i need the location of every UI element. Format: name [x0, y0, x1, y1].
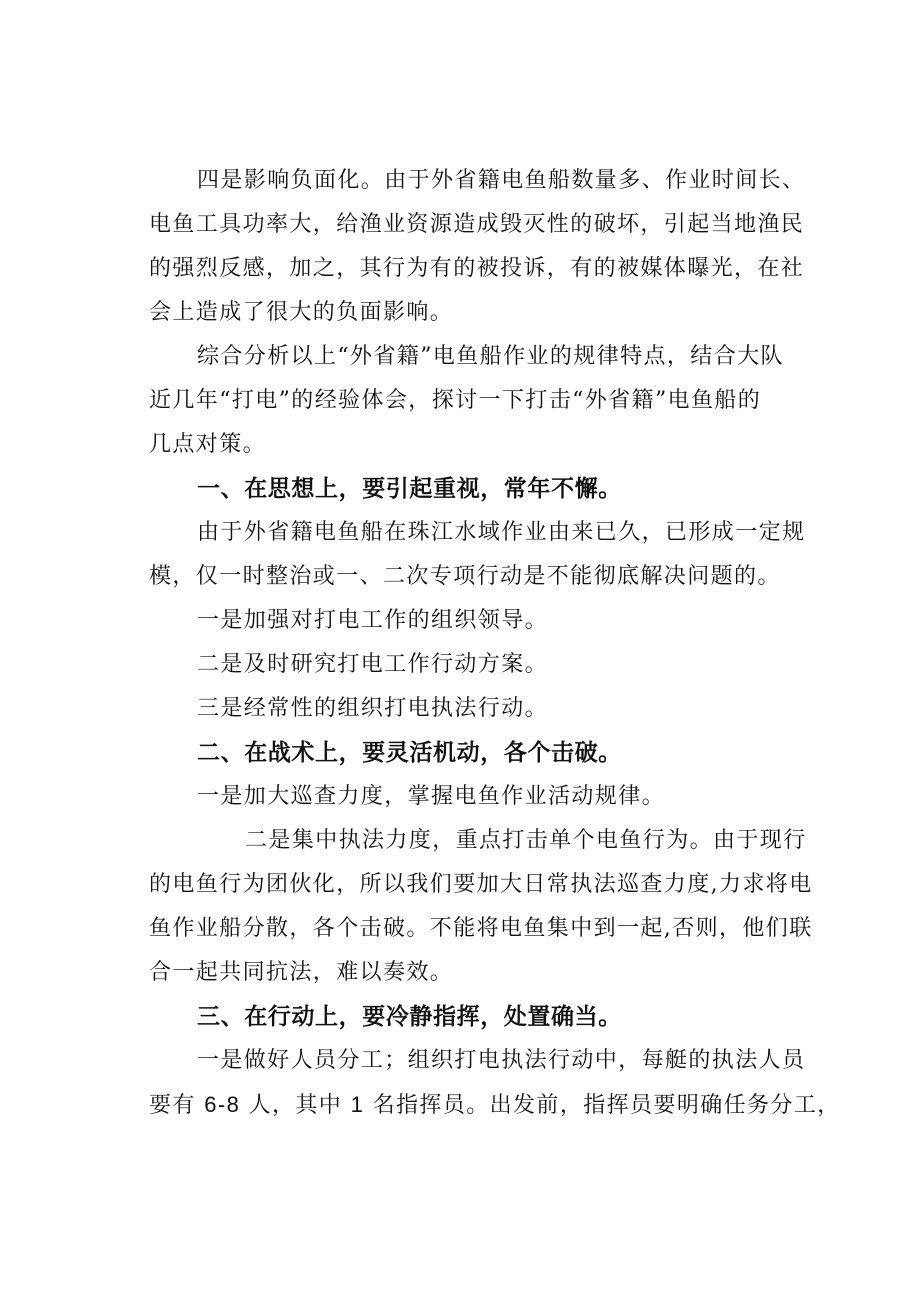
paragraph-line: 的强烈反感，加之，其行为有的被投诉，有的被媒体曝光，在社 [149, 256, 805, 281]
paragraph-line [0, 1090, 920, 1121]
text-segment: 人，其中 [240, 1093, 351, 1118]
section-heading: 一、在思想上，要引起重视，常年不懈。 [197, 476, 622, 502]
text-segment: 要有 [149, 1093, 205, 1118]
paragraph-line: 电鱼工具功率大，给渔业资源造成毁灭性的破坏，引起当地渔民 [149, 212, 805, 237]
section-heading: 三、在行动上，要冷静指挥，处置确当。 [197, 1004, 622, 1030]
list-item: 一是加大巡查力度，掌握电鱼作业活动规律。 [197, 784, 666, 809]
paragraph-line: 由于外省籍电鱼船在珠江水域作业由来已久，已形成一定规 [197, 520, 806, 545]
paragraph-line: 合一起共同抗法，难以奏效。 [149, 960, 454, 985]
text-segment: 名指挥员。出发前，指挥员要明确任务分工， [364, 1093, 841, 1118]
number-text: 6-8 [204, 1092, 241, 1117]
paragraph-line: 鱼作业船分散，各个击破。不能将电鱼集中到一起,否则，他们联 [149, 916, 813, 941]
paragraph-line: 二是集中执法力度，重点打击单个电鱼行为。由于现行 [245, 828, 807, 853]
paragraph-line: 四是影响负面化。由于外省籍电鱼船数量多、作业时间长、 [197, 168, 806, 193]
paragraph-line: 一是做好人员分工；组织打电执法行动中，每艇的执法人员 [197, 1048, 806, 1073]
paragraph-line: 会上造成了很大的负面影响。 [149, 300, 454, 325]
paragraph-line: 近几年“打电”的经验体会，探讨一下打击“外省籍”电鱼船的 [149, 388, 762, 413]
paragraph-line: 几点对策。 [149, 432, 267, 457]
list-item: 二是及时研究打电工作行动方案。 [197, 652, 549, 677]
number-text: 1 [350, 1092, 365, 1117]
paragraph-line: 的电鱼行为团伙化，所以我们要加大日常执法巡查力度,力求将电 [149, 872, 813, 897]
paragraph-line: 模，仅一时整治或一、二次专项行动是不能彻底解决问题的。 [149, 564, 781, 589]
paragraph-line: 综合分析以上“外省籍”电鱼船作业的规律特点，结合大队 [197, 344, 784, 369]
list-item: 一是加强对打电工作的组织领导。 [197, 608, 549, 633]
list-item: 三是经常性的组织打电执法行动。 [197, 696, 549, 721]
section-heading: 二、在战术上，要灵活机动，各个击破。 [197, 740, 622, 766]
